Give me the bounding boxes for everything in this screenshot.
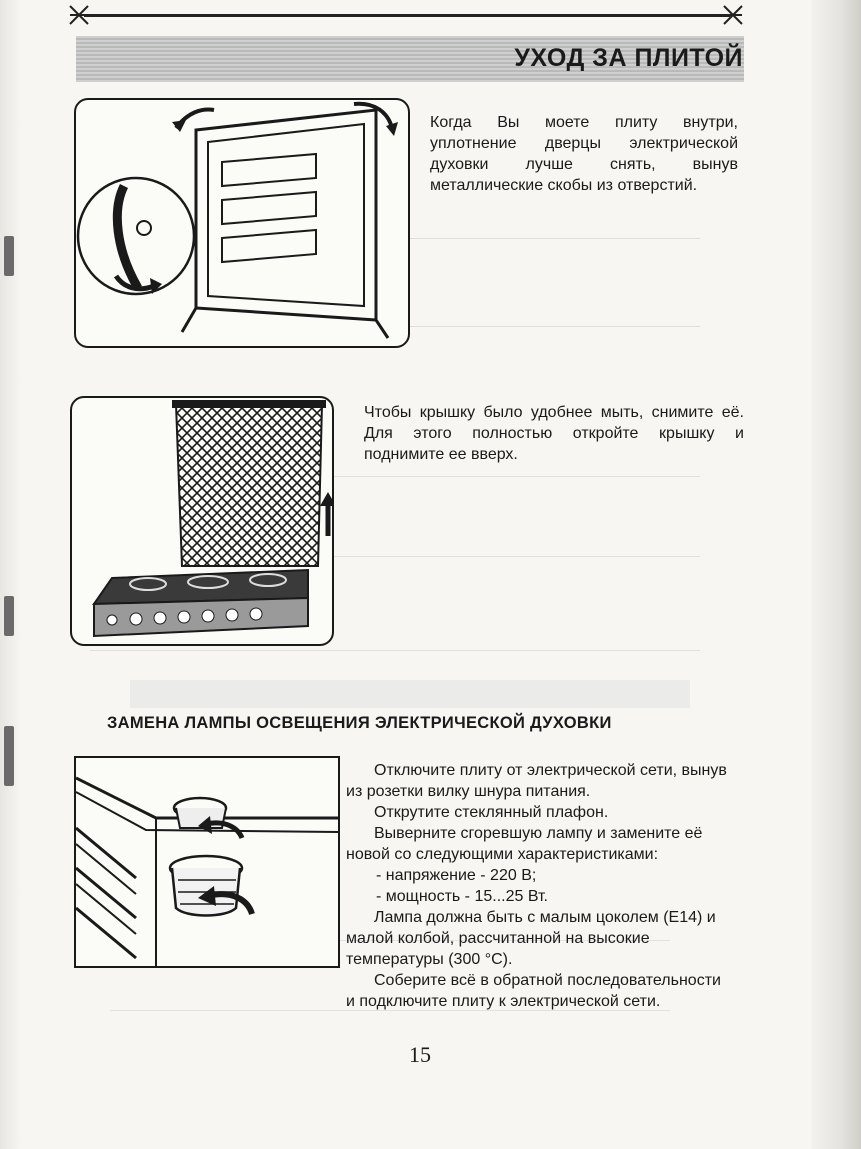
lamp-replacement-drawing [76,758,338,966]
page-title: УХОД ЗА ПЛИТОЙ [514,44,743,72]
lamp-step-replace: Выверните сгоревшую лампу и замените её новой со следующими характеристиками: [346,825,703,863]
corner-ornament-icon [68,4,90,26]
lamp-replacement-heading: ЗАМЕНА ЛАМПЫ ОСВЕЩЕНИЯ ЭЛЕКТРИЧЕСКОЙ ДУХОВКИ [107,714,612,732]
door-seal-instructions: Когда Вы моете плиту внутри, уплотнение дверцы электрической духовки лучше снять, вынув металлические скобы из отверстий. [430,114,738,194]
corner-ornament-icon [722,4,744,26]
page-right-edge [811,0,861,1149]
lid-removal-illustration [70,396,334,646]
lamp-step-unscrew-shade: Открутите стеклянный плафон. [374,804,609,821]
lamp-spec-voltage: - напряжение - 220 В; [376,867,537,884]
binder-mark [4,236,14,276]
lamp-step-disconnect: Отключите плиту от электрической сети, вынув из розетки вилку шнура питания. [346,762,727,800]
lamp-step-requirements: Лампа должна быть с малым цоколем (Е14) и малой колбой, рассчитанной на высокие температуры (300 °С). [346,909,716,968]
oven-door-seal-drawing [76,100,408,346]
lamp-step-reassemble: Соберите всё в обратной последовательности и подключите плиту к электрической сети. [346,972,721,1010]
lamp-spec-power: - мощность - 15...25 Вт. [376,888,548,905]
binder-mark [4,726,14,786]
page-left-edge [0,0,22,1149]
lid-removal-instructions: Чтобы крышку было удобнее мыть, снимите её. Для этого полностью откройте крышку и поднимите ее вверх. [364,404,744,463]
page-number: 15 [409,1042,431,1067]
oven-door-seal-illustration [74,98,410,348]
header-rule [84,14,730,17]
lid-removal-drawing [72,398,332,644]
lamp-replacement-illustration [74,756,340,968]
lamp-replacement-instructions [346,760,730,1012]
binder-mark [4,596,14,636]
